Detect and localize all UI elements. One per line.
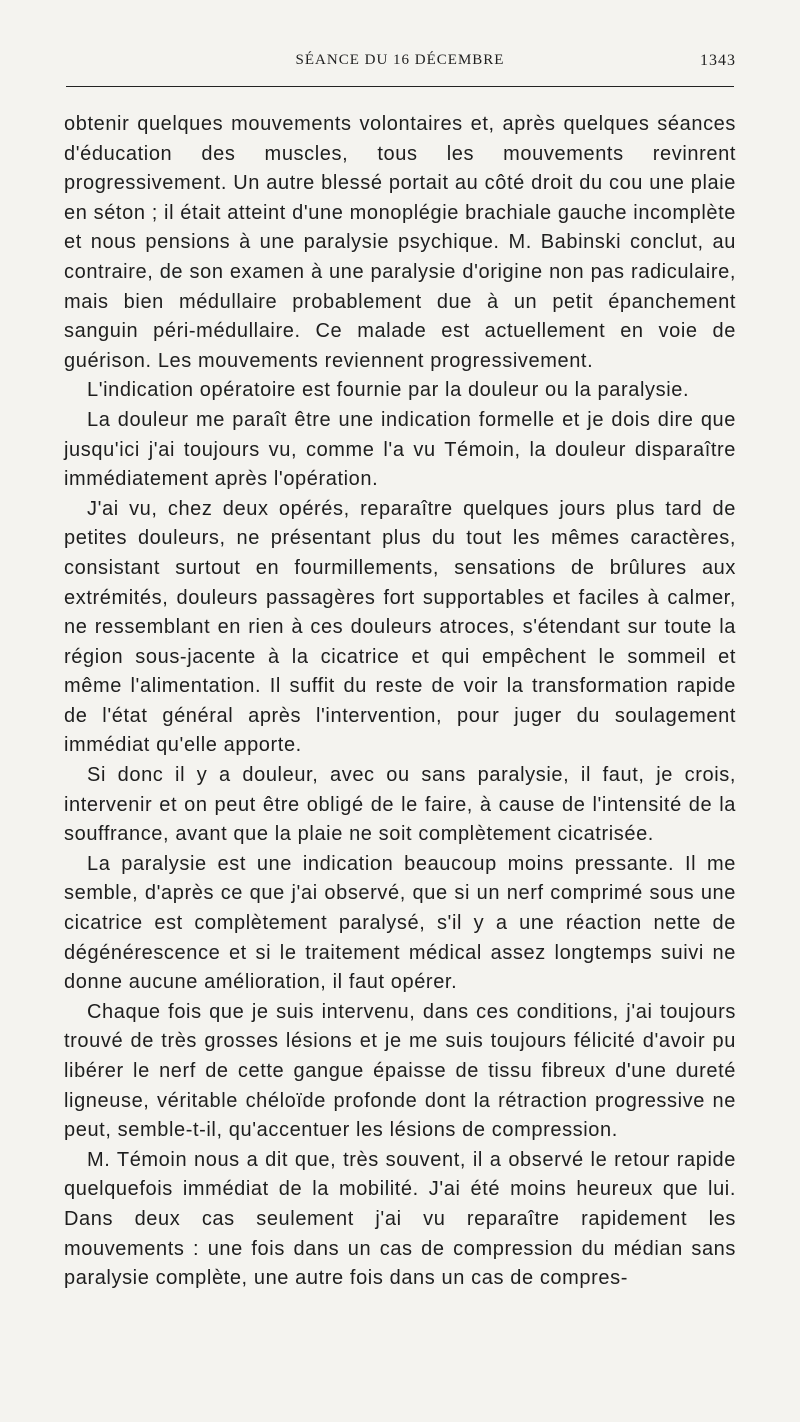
paragraph: J'ai vu, chez deux opérés, reparaître quelques jours plus tard de petites douleurs, ne présentant plus du tout les mêmes caractères, consistant surtout en fourmillements, sensations de brûlures aux extrémités, douleurs passagères fort supportables et faciles à calmer, ne ressemblant en rien à ces douleurs atroces, s'étendant sur toute la région sous-jacente à la cicatrice et qui empêchent le sommeil et même l'alimentation. Il suffit du reste de voir la transformation rapide de l'état général après l'intervention, pour juger du soulagement immédiat qu'elle apporte.: [64, 497, 736, 757]
running-header: [64, 50, 736, 80]
page-number: 1343: [700, 52, 736, 69]
paragraph: Si donc il y a douleur, avec ou sans paralysie, il faut, je crois, intervenir et on peut être obligé de le faire, à cause de l'intensité de la souffrance, avant que la plaie ne soit complètement cicatrisée.: [64, 764, 736, 846]
paragraph: La douleur me paraît être une indication formelle et je dois dire que jusqu'ici j'ai toujours vu, comme l'a vu Témoin, la douleur disparaître immédiatement après l'opération.: [64, 408, 736, 491]
paragraph: M. Témoin nous a dit que, très souvent, il a observé le retour rapide quelquefois immédiat de la mobilité. J'ai été moins heureux que lui. Dans deux cas seulement j'ai vu reparaître rapidement les mouvements : une fois dans un cas de compression du médian sans paralysie complète, une autre fois dans un cas de compres-: [64, 1148, 736, 1290]
paragraph: La paralysie est une indication beaucoup moins pressante. Il me semble, d'après ce que j'ai observé, que si un nerf comprimé sous une cicatrice est complètement paralysé, s'il y a une réaction nette de dégénérescence et si le traitement médical assez longtemps suivi ne donne aucune amélioration, il faut opérer.: [64, 852, 736, 994]
paragraph: obtenir quelques mouvements volontaires et, après quelques séances d'éducation des muscles, tous les mouvements revinrent progressivement. Un autre blessé portait au côté droit du cou une plaie en séton ; il était atteint d'une monoplégie brachiale gauche incomplète et nous pensions à une paralysie psychique. M. Babinski conclut, au contraire, de son examen à une paralysie d'origine non pas radiculaire, mais bien médullaire probablement due à un petit épanchement sanguin péri-médullaire. Ce malade est actuellement en voie de guérison. Les mouvements reviennent progressivement.: [64, 113, 736, 372]
running-title: SÉANCE DU 16 DÉCEMBRE: [295, 52, 505, 68]
body-text: [64, 110, 736, 1294]
paragraph: Chaque fois que je suis intervenu, dans ces conditions, j'ai toujours trouvé de très grosses lésions et je me suis toujours félicité d'avoir pu libérer le nerf de cette gangue épaisse de tissu fibreux d'une dureté ligneuse, véritable chéloïde profonde dont la rétraction progressive ne peut, semble-t-il, qu'accentuer les lésions de compression.: [64, 1000, 736, 1142]
header-rule: [66, 86, 734, 87]
paragraph: L'indication opératoire est fournie par la douleur ou la paralysie.: [87, 379, 690, 402]
